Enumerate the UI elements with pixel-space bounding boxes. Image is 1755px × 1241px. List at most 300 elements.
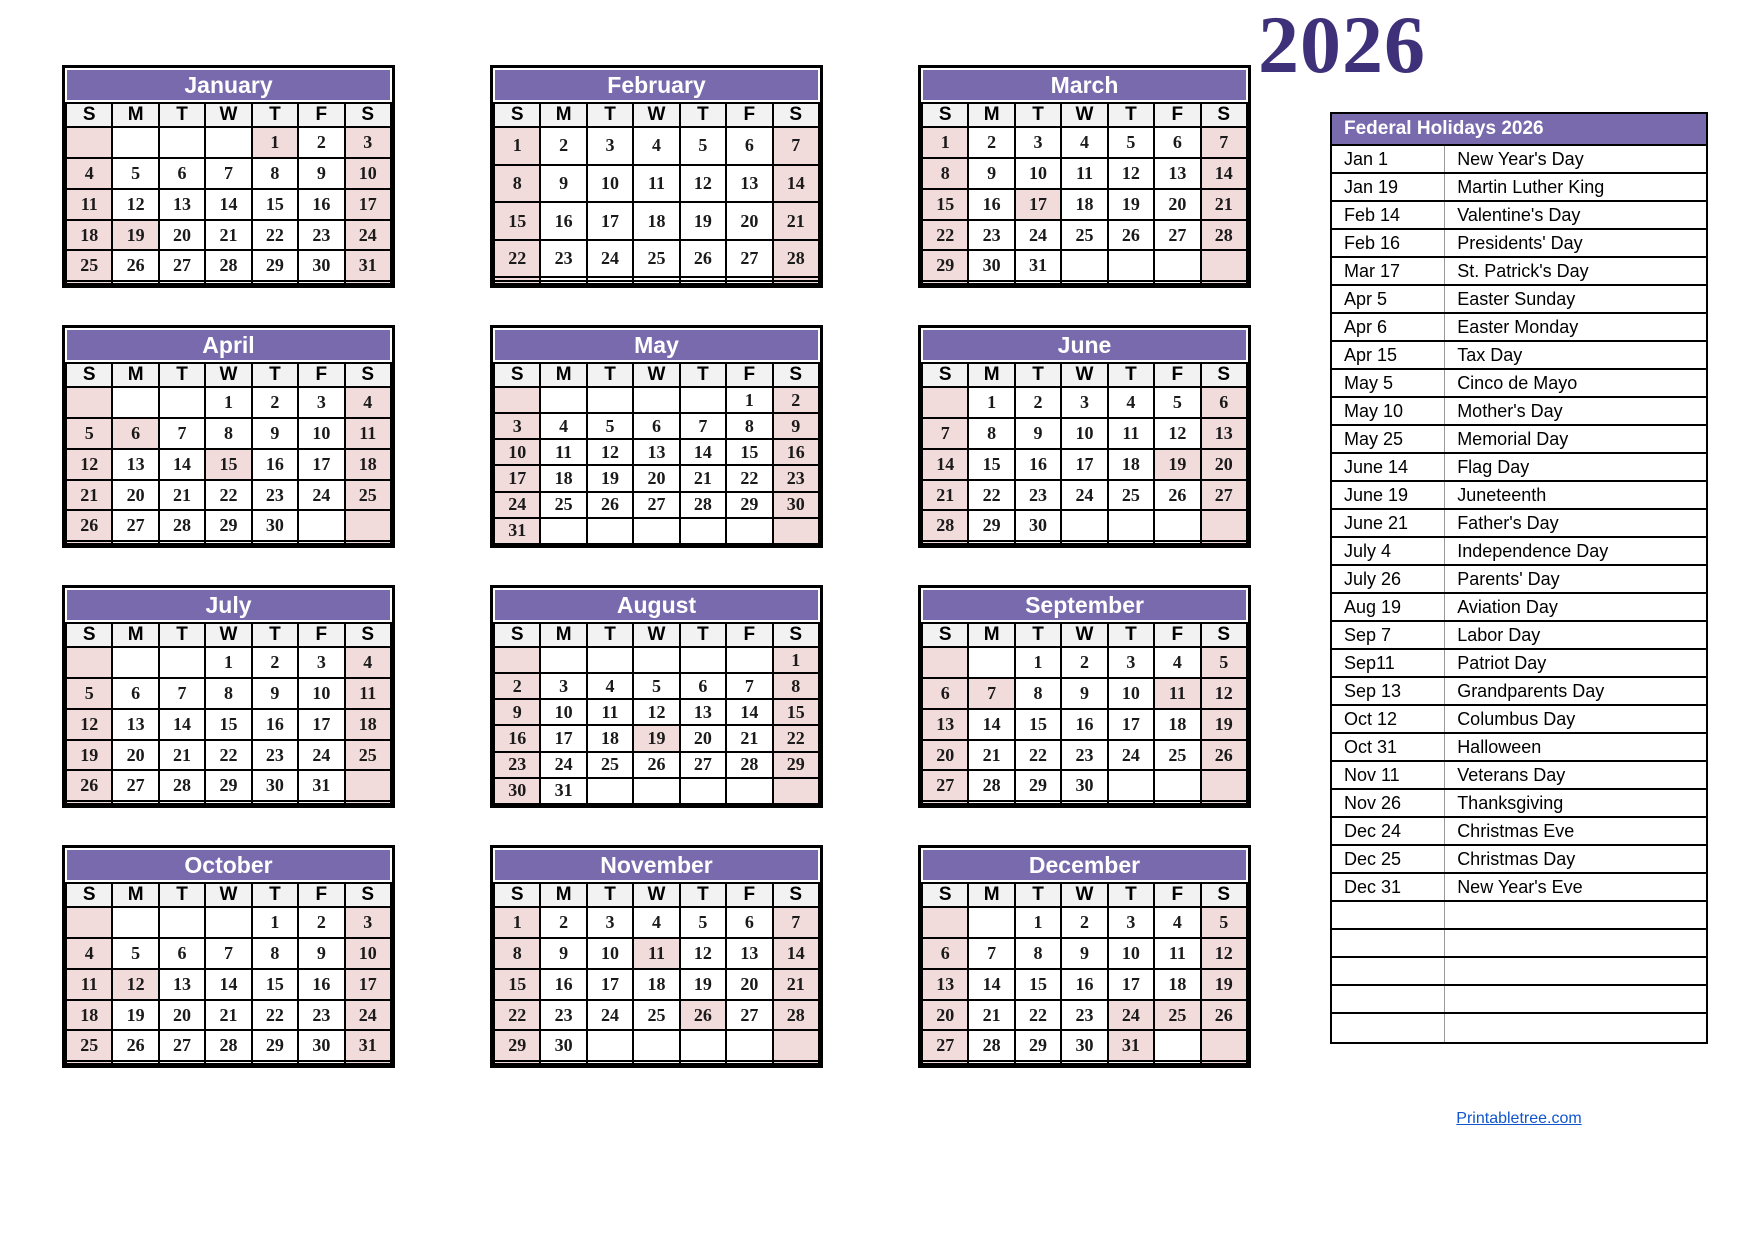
day-header: M: [112, 623, 158, 647]
day-header: F: [1154, 623, 1200, 647]
day-cell: 9: [1061, 938, 1107, 969]
empty-cell: [968, 647, 1014, 678]
day-header: T: [252, 883, 298, 907]
day-cell: 18: [345, 449, 391, 480]
holiday-name: Labor Day: [1444, 622, 1706, 648]
day-header: W: [205, 363, 251, 387]
empty-cell: [66, 647, 112, 678]
day-header: T: [587, 623, 633, 647]
day-cell: 1: [252, 127, 298, 158]
empty-cell: [205, 1061, 251, 1064]
day-header: T: [680, 363, 726, 387]
day-cell: 23: [298, 1000, 344, 1031]
day-header: F: [298, 103, 344, 127]
day-header: S: [494, 883, 540, 907]
day-cell: 13: [112, 449, 158, 480]
month-grid-table: [65, 102, 392, 285]
empty-cell: [345, 1061, 391, 1064]
day-header: T: [587, 103, 633, 127]
day-cell: 13: [1154, 158, 1200, 189]
week-row: [494, 699, 819, 725]
day-cell: 24: [587, 240, 633, 278]
month-grid-table: [921, 362, 1248, 545]
day-header: T: [1108, 883, 1154, 907]
day-cell: 30: [494, 778, 540, 804]
week-row: [494, 202, 819, 240]
empty-cell: [922, 907, 968, 938]
empty-cell: [1108, 541, 1154, 544]
holidays-header: Federal Holidays 2026: [1332, 114, 1706, 146]
day-cell: 22: [205, 740, 251, 771]
day-cell: 30: [1061, 770, 1107, 801]
month-august: [490, 585, 823, 808]
week-row: [66, 678, 391, 709]
month-april: [62, 325, 395, 548]
day-cell: 5: [1108, 127, 1154, 158]
day-cell: 1: [773, 647, 819, 673]
day-cell: 4: [345, 387, 391, 418]
day-cell: 5: [66, 678, 112, 709]
day-cell: 23: [494, 752, 540, 778]
week-row: [494, 240, 819, 278]
holiday-row: [1332, 678, 1706, 706]
empty-cell: [922, 647, 968, 678]
holiday-row: [1332, 146, 1706, 174]
empty-cell: [633, 1061, 679, 1064]
empty-cell: [159, 647, 205, 678]
holidays-list: [1332, 146, 1706, 1042]
day-cell: 6: [922, 938, 968, 969]
day-cell: 16: [540, 202, 586, 240]
day-cell: 30: [298, 1030, 344, 1061]
holiday-name: Tax Day: [1444, 342, 1706, 368]
day-cell: 6: [1201, 387, 1247, 418]
empty-cell: [587, 1030, 633, 1061]
day-cell: 26: [1201, 740, 1247, 771]
day-cell: 24: [494, 492, 540, 518]
day-cell: 14: [968, 709, 1014, 740]
day-cell: 4: [345, 647, 391, 678]
day-cell: 21: [726, 725, 772, 751]
day-cell: 17: [345, 189, 391, 220]
week-row: [922, 387, 1247, 418]
day-cell: 16: [1015, 449, 1061, 480]
holiday-date: June 19: [1344, 484, 1409, 505]
empty-cell: [112, 907, 158, 938]
month-title: March: [923, 70, 1246, 100]
month-title: April: [67, 330, 390, 360]
day-cell: 19: [1154, 449, 1200, 480]
holiday-row: [1332, 398, 1706, 426]
empty-cell: [1201, 250, 1247, 281]
day-cell: 4: [1108, 387, 1154, 418]
day-cell: 25: [1061, 220, 1107, 251]
day-cell: 26: [112, 250, 158, 281]
day-cell: 1: [205, 387, 251, 418]
day-cell: 26: [633, 752, 679, 778]
empty-cell: [922, 1061, 968, 1064]
empty-cell: [773, 281, 819, 284]
empty-cell: [680, 1030, 726, 1061]
day-header: M: [968, 103, 1014, 127]
week-row: [494, 413, 819, 439]
holiday-row: [1332, 286, 1706, 314]
day-header: W: [205, 103, 251, 127]
empty-cell: [66, 907, 112, 938]
printabletree-link[interactable]: Printabletree.com: [1456, 1110, 1582, 1127]
day-cell: 13: [159, 189, 205, 220]
day-header: M: [112, 883, 158, 907]
week-row: [922, 127, 1247, 158]
holiday-date: June 21: [1344, 512, 1409, 533]
week-row: [922, 250, 1247, 281]
day-cell: 9: [252, 418, 298, 449]
day-header: F: [726, 363, 772, 387]
month-grid-table: [921, 102, 1248, 285]
day-cell: 3: [1108, 647, 1154, 678]
month-grid-table: [493, 102, 820, 285]
week-row: [494, 647, 819, 673]
holiday-row: [1332, 482, 1706, 510]
holiday-date: July 26: [1344, 568, 1402, 589]
holiday-date: May 25: [1344, 428, 1404, 449]
day-cell: 31: [1015, 250, 1061, 281]
day-cell: 29: [494, 1030, 540, 1061]
day-cell: 20: [1201, 449, 1247, 480]
day-cell: 23: [298, 220, 344, 251]
day-cell: 11: [1108, 418, 1154, 449]
week-row: [66, 158, 391, 189]
day-cell: 8: [968, 418, 1014, 449]
day-cell: 7: [773, 127, 819, 165]
day-cell: 29: [968, 510, 1014, 541]
day-cell: 24: [1108, 1000, 1154, 1031]
day-cell: 22: [1015, 1000, 1061, 1031]
day-header: S: [922, 363, 968, 387]
week-row: [494, 387, 819, 413]
empty-cell: [726, 281, 772, 284]
day-cell: 21: [968, 1000, 1014, 1031]
day-header: S: [66, 103, 112, 127]
day-cell: 31: [345, 250, 391, 281]
day-cell: 22: [205, 480, 251, 511]
day-header: S: [345, 363, 391, 387]
day-cell: 13: [633, 439, 679, 465]
day-cell: 11: [633, 938, 679, 969]
day-cell: 16: [298, 969, 344, 1000]
day-cell: 23: [252, 480, 298, 511]
day-cell: 16: [252, 709, 298, 740]
week-row: [922, 158, 1247, 189]
empty-cell: [922, 541, 968, 544]
day-cell: 2: [968, 127, 1014, 158]
empty-cell: [1061, 541, 1107, 544]
day-cell: 19: [1108, 189, 1154, 220]
day-header: S: [345, 883, 391, 907]
week-row: [66, 907, 391, 938]
day-cell: 30: [968, 250, 1014, 281]
empty-cell: [205, 281, 251, 284]
holiday-name: Thanksgiving: [1444, 790, 1706, 816]
week-row: [494, 1030, 819, 1061]
day-header: M: [112, 103, 158, 127]
day-cell: 25: [345, 740, 391, 771]
day-cell: 6: [159, 158, 205, 189]
day-cell: 18: [66, 1000, 112, 1031]
month-november: [490, 845, 823, 1068]
day-cell: 14: [726, 699, 772, 725]
day-cell: 31: [494, 518, 540, 544]
day-cell: 6: [726, 907, 772, 938]
empty-cell: [112, 281, 158, 284]
empty-cell: [66, 541, 112, 544]
day-cell: 10: [1015, 158, 1061, 189]
day-cell: 8: [205, 418, 251, 449]
day-cell: 7: [968, 678, 1014, 709]
day-cell: 14: [680, 439, 726, 465]
day-header: S: [922, 883, 968, 907]
week-row: [66, 449, 391, 480]
day-header: M: [540, 623, 586, 647]
day-cell: 29: [1015, 1030, 1061, 1061]
day-cell: 25: [1108, 480, 1154, 511]
day-header: T: [1108, 623, 1154, 647]
empty-cell: [1154, 770, 1200, 801]
day-cell: 15: [968, 449, 1014, 480]
empty-cell: [252, 281, 298, 284]
empty-cell: [1201, 541, 1247, 544]
empty-cell: [1015, 801, 1061, 804]
day-cell: 8: [252, 158, 298, 189]
day-header: M: [968, 883, 1014, 907]
empty-cell: [112, 1061, 158, 1064]
day-cell: 26: [1154, 480, 1200, 511]
day-cell: 31: [345, 1030, 391, 1061]
day-cell: 14: [159, 449, 205, 480]
empty-cell: [1061, 510, 1107, 541]
day-cell: 6: [112, 678, 158, 709]
day-cell: 2: [1061, 907, 1107, 938]
day-header: T: [159, 623, 205, 647]
day-cell: 9: [773, 413, 819, 439]
day-cell: 19: [112, 220, 158, 251]
empty-cell: [298, 1061, 344, 1064]
day-header: S: [66, 363, 112, 387]
holiday-name: Father's Day: [1444, 510, 1706, 536]
day-cell: 4: [1061, 127, 1107, 158]
week-row: [922, 938, 1247, 969]
empty-cell: [633, 1030, 679, 1061]
day-cell: 9: [1015, 418, 1061, 449]
day-cell: 2: [1061, 647, 1107, 678]
day-cell: 1: [1015, 647, 1061, 678]
empty-cell: [66, 801, 112, 804]
day-cell: 2: [252, 647, 298, 678]
day-cell: 26: [1108, 220, 1154, 251]
week-row: [922, 510, 1247, 541]
empty-cell: [726, 1030, 772, 1061]
month-grid-table: [921, 882, 1248, 1065]
day-cell: 9: [252, 678, 298, 709]
empty-cell: [726, 647, 772, 673]
day-cell: 22: [773, 725, 819, 751]
day-cell: 15: [252, 189, 298, 220]
day-cell: 25: [1154, 1000, 1200, 1031]
day-cell: 25: [633, 240, 679, 278]
day-cell: 12: [1201, 678, 1247, 709]
week-row: [494, 938, 819, 969]
day-cell: 21: [773, 969, 819, 1000]
empty-cell: [587, 778, 633, 804]
empty-cell: [66, 281, 112, 284]
empty-cell: [1201, 1061, 1247, 1064]
day-cell: 20: [112, 740, 158, 771]
day-cell: 25: [66, 250, 112, 281]
day-cell: 10: [1061, 418, 1107, 449]
day-cell: 23: [540, 240, 586, 278]
empty-cell: [680, 387, 726, 413]
empty-cell: [773, 778, 819, 804]
day-cell: 3: [540, 673, 586, 699]
day-cell: 27: [112, 510, 158, 541]
holiday-row: [1332, 650, 1706, 678]
day-cell: 30: [540, 1030, 586, 1061]
holiday-name: Veterans Day: [1444, 762, 1706, 788]
day-cell: 3: [1108, 907, 1154, 938]
day-cell: 9: [298, 938, 344, 969]
day-cell: 20: [726, 202, 772, 240]
day-cell: 17: [298, 709, 344, 740]
week-row: [494, 907, 819, 938]
empty-cell: [1061, 1061, 1107, 1064]
day-cell: 5: [587, 413, 633, 439]
day-cell: 11: [540, 439, 586, 465]
month-september: [918, 585, 1251, 808]
day-cell: 29: [773, 752, 819, 778]
day-cell: 30: [1015, 510, 1061, 541]
day-header: M: [968, 623, 1014, 647]
empty-cell: [680, 647, 726, 673]
day-cell: 13: [726, 165, 772, 203]
empty-cell: [1154, 250, 1200, 281]
day-cell: 16: [968, 189, 1014, 220]
empty-cell: [968, 907, 1014, 938]
week-row: [66, 250, 391, 281]
day-cell: 2: [494, 673, 540, 699]
day-cell: 22: [494, 1000, 540, 1031]
empty-cell: [540, 281, 586, 284]
empty-cell: [540, 1061, 586, 1064]
day-cell: 15: [773, 699, 819, 725]
day-cell: 26: [680, 240, 726, 278]
day-header: M: [540, 883, 586, 907]
empty-cell: [1201, 801, 1247, 804]
day-cell: 1: [1015, 907, 1061, 938]
day-cell: 23: [773, 465, 819, 491]
day-header: F: [1154, 103, 1200, 127]
week-row: [66, 770, 391, 801]
day-cell: 8: [252, 938, 298, 969]
day-cell: 12: [112, 969, 158, 1000]
day-header: T: [680, 623, 726, 647]
holiday-empty-row: [1332, 902, 1706, 930]
day-cell: 15: [1015, 709, 1061, 740]
day-cell: 28: [968, 770, 1014, 801]
day-cell: 24: [345, 220, 391, 251]
empty-cell: [112, 127, 158, 158]
day-cell: 8: [494, 165, 540, 203]
day-cell: 19: [633, 725, 679, 751]
holiday-row: [1332, 314, 1706, 342]
day-cell: 17: [1108, 709, 1154, 740]
day-cell: 5: [633, 673, 679, 699]
holiday-name: Independence Day: [1444, 538, 1706, 564]
holiday-row: [1332, 762, 1706, 790]
day-cell: 7: [726, 673, 772, 699]
day-cell: 27: [726, 1000, 772, 1031]
holiday-name-empty: [1444, 986, 1706, 1012]
day-cell: 27: [159, 1030, 205, 1061]
month-title: December: [923, 850, 1246, 880]
holiday-name: St. Patrick's Day: [1444, 258, 1706, 284]
day-cell: 1: [252, 907, 298, 938]
day-cell: 3: [1061, 387, 1107, 418]
week-row: [66, 938, 391, 969]
month-title: January: [67, 70, 390, 100]
day-cell: 26: [1201, 1000, 1247, 1031]
empty-cell: [298, 281, 344, 284]
day-cell: 20: [1154, 189, 1200, 220]
day-header: W: [1061, 623, 1107, 647]
day-cell: 17: [587, 202, 633, 240]
day-cell: 18: [633, 202, 679, 240]
day-cell: 10: [1108, 938, 1154, 969]
holiday-row: [1332, 594, 1706, 622]
day-cell: 21: [680, 465, 726, 491]
day-cell: 18: [633, 969, 679, 1000]
day-cell: 10: [298, 678, 344, 709]
day-cell: 13: [680, 699, 726, 725]
day-cell: 29: [252, 1030, 298, 1061]
day-cell: 4: [633, 907, 679, 938]
week-row: [494, 725, 819, 751]
day-header: T: [252, 363, 298, 387]
day-cell: 5: [1154, 387, 1200, 418]
day-cell: 22: [922, 220, 968, 251]
holiday-row: [1332, 622, 1706, 650]
empty-cell: [1201, 510, 1247, 541]
day-cell: 5: [680, 127, 726, 165]
day-header: F: [726, 623, 772, 647]
empty-cell: [1108, 510, 1154, 541]
empty-cell: [1154, 510, 1200, 541]
day-header: T: [1108, 363, 1154, 387]
day-cell: 30: [252, 510, 298, 541]
day-cell: 24: [298, 480, 344, 511]
day-header: F: [726, 103, 772, 127]
day-cell: 28: [1201, 220, 1247, 251]
day-cell: 8: [922, 158, 968, 189]
empty-cell: [1061, 281, 1107, 284]
day-header: T: [1108, 103, 1154, 127]
day-header: S: [922, 103, 968, 127]
empty-cell: [1108, 1061, 1154, 1064]
day-header: T: [159, 363, 205, 387]
empty-cell: [922, 281, 968, 284]
holiday-row: [1332, 846, 1706, 874]
day-cell: 23: [252, 740, 298, 771]
day-cell: 31: [1108, 1030, 1154, 1061]
